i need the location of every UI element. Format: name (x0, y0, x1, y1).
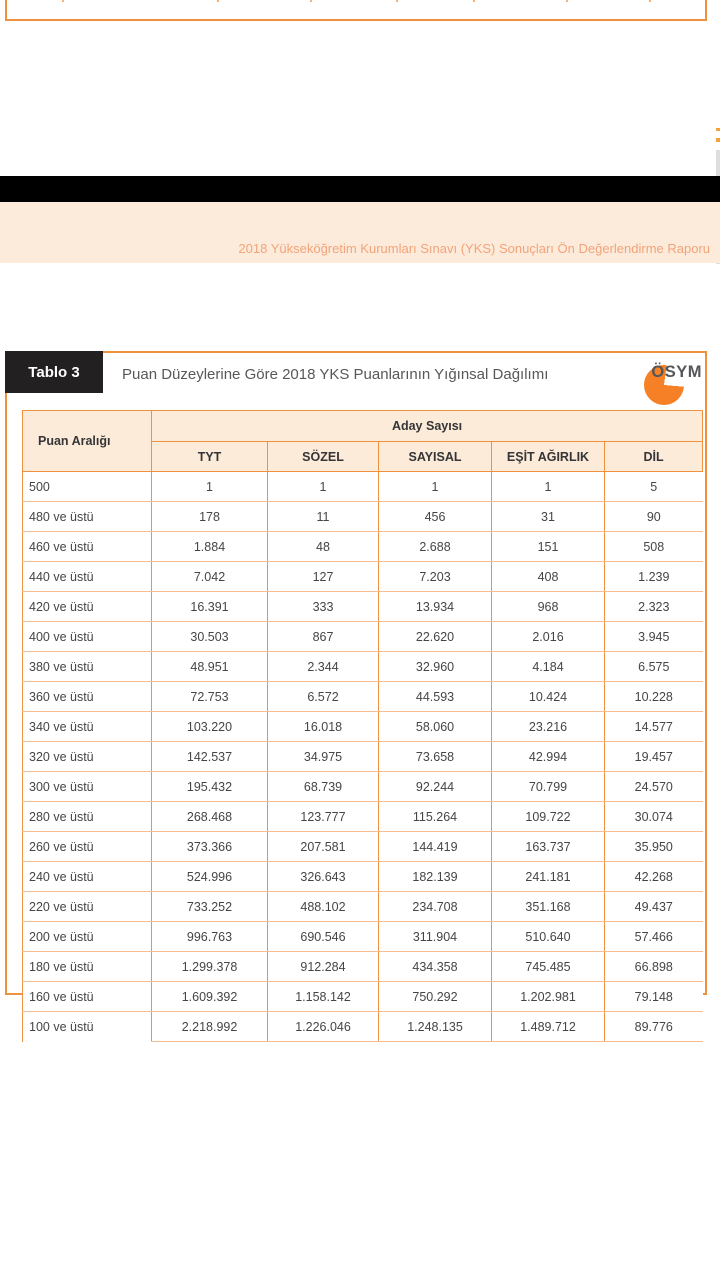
cell-value: 867 (268, 622, 379, 652)
cell-value: 690.546 (268, 922, 379, 952)
cell-value: 30.503 (152, 622, 268, 652)
cell-value: 2.016 (492, 622, 605, 652)
cell-value: 6.575 (605, 652, 703, 682)
cell-value: 750.292 (379, 982, 492, 1012)
cell-value: 92.244 (379, 772, 492, 802)
cell-value: 234.708 (379, 892, 492, 922)
cell-value: 1.158.142 (268, 982, 379, 1012)
cell-value: 115.264 (379, 802, 492, 832)
row-label: 360 ve üstü (23, 682, 152, 712)
cell-value: 1.299.378 (152, 952, 268, 982)
cell-value: 1 (152, 472, 268, 502)
cell-value: 70.799 (492, 772, 605, 802)
cell-value: 268.468 (152, 802, 268, 832)
column-header-sozel: SÖZEL (268, 442, 379, 472)
table-row (23, 772, 703, 802)
cell-value: 57.466 (605, 922, 703, 952)
row-label: 480 ve üstü (23, 502, 152, 532)
cell-value: 1 (268, 472, 379, 502)
cell-value: 2.218.992 (152, 1012, 268, 1042)
table-row (23, 622, 703, 652)
cell-value: 326.643 (268, 862, 379, 892)
cell-value: 408 (492, 562, 605, 592)
cell-value: 733.252 (152, 892, 268, 922)
cell-value: 351.168 (492, 892, 605, 922)
row-label: 240 ve üstü (23, 862, 152, 892)
row-label: 400 ve üstü (23, 622, 152, 652)
table-title: Puan Düzeylerine Göre 2018 YKS Puanlarının Yığınsal Dağılımı (122, 366, 549, 383)
cell-value: 48 (268, 532, 379, 562)
cell-value: 14.577 (605, 712, 703, 742)
cell-value: 103.220 (152, 712, 268, 742)
column-divider-tick (396, 0, 398, 2)
cell-value: 19.457 (605, 742, 703, 772)
cell-value: 10.228 (605, 682, 703, 712)
column-divider-tick (217, 0, 219, 2)
table-row (23, 862, 703, 892)
cell-value: 1.884 (152, 532, 268, 562)
cell-value: 142.537 (152, 742, 268, 772)
cell-value: 311.904 (379, 922, 492, 952)
cell-value: 42.268 (605, 862, 703, 892)
cell-value: 524.996 (152, 862, 268, 892)
table-body (23, 472, 703, 1042)
report-title: 2018 Yükseköğretim Kurumları Sınavı (YKS) Sonuçları Ön Değerlendirme Raporu (238, 241, 710, 256)
column-divider-tick (310, 0, 312, 2)
previous-table-remnant (5, 0, 707, 21)
menu-icon[interactable] (716, 128, 720, 131)
report-header-band (0, 202, 720, 263)
cell-value: 745.485 (492, 952, 605, 982)
column-header-tyt: TYT (152, 442, 268, 472)
column-divider-tick (473, 0, 475, 2)
table-row (23, 562, 703, 592)
table-label-box: Tablo 3 (5, 351, 103, 393)
distribution-table (22, 410, 703, 1042)
cell-value: 58.060 (379, 712, 492, 742)
cell-value: 24.570 (605, 772, 703, 802)
row-label: 160 ve üstü (23, 982, 152, 1012)
cell-value: 16.391 (152, 592, 268, 622)
cell-value: 16.018 (268, 712, 379, 742)
cell-value: 6.572 (268, 682, 379, 712)
table-row (23, 712, 703, 742)
table-row (23, 742, 703, 772)
cell-value: 2.688 (379, 532, 492, 562)
cell-value: 73.658 (379, 742, 492, 772)
table-row (23, 922, 703, 952)
table-row (23, 502, 703, 532)
cell-value: 996.763 (152, 922, 268, 952)
table-row (23, 532, 703, 562)
group-header-row (23, 411, 703, 442)
table-row (23, 982, 703, 1012)
cell-value: 1.239 (605, 562, 703, 592)
column-header-dil: DİL (605, 442, 703, 472)
cell-value: 195.432 (152, 772, 268, 802)
cell-value: 241.181 (492, 862, 605, 892)
cell-value: 182.139 (379, 862, 492, 892)
cell-value: 5 (605, 472, 703, 502)
cell-value: 7.203 (379, 562, 492, 592)
table-row (23, 652, 703, 682)
cell-value: 2.323 (605, 592, 703, 622)
row-label: 300 ve üstü (23, 772, 152, 802)
table-row (23, 892, 703, 922)
cell-value: 79.148 (605, 982, 703, 1012)
cell-value: 13.934 (379, 592, 492, 622)
row-label: 220 ve üstü (23, 892, 152, 922)
cell-value: 968 (492, 592, 605, 622)
row-label: 340 ve üstü (23, 712, 152, 742)
column-header-sayisal: SAYISAL (379, 442, 492, 472)
cell-value: 66.898 (605, 952, 703, 982)
row-label: 200 ve üstü (23, 922, 152, 952)
cell-value: 912.284 (268, 952, 379, 982)
cell-value: 89.776 (605, 1012, 703, 1042)
row-label: 280 ve üstü (23, 802, 152, 832)
cell-value: 42.994 (492, 742, 605, 772)
cell-value: 508 (605, 532, 703, 562)
table3-container (5, 351, 707, 1034)
cell-value: 2.344 (268, 652, 379, 682)
cell-value: 90 (605, 502, 703, 532)
row-label: 180 ve üstü (23, 952, 152, 982)
cell-value: 44.593 (379, 682, 492, 712)
menu-icon[interactable] (716, 138, 720, 142)
cell-value: 163.737 (492, 832, 605, 862)
group-header-cell: Aday Sayısı (152, 411, 703, 442)
table-row (23, 832, 703, 862)
section-divider-bar (0, 176, 720, 202)
cell-value: 1 (379, 472, 492, 502)
cell-value: 72.753 (152, 682, 268, 712)
column-divider-tick (62, 0, 64, 2)
cell-value: 10.424 (492, 682, 605, 712)
cell-value: 4.184 (492, 652, 605, 682)
table-row (23, 802, 703, 832)
cell-value: 34.975 (268, 742, 379, 772)
cell-value: 510.640 (492, 922, 605, 952)
row-label: 260 ve üstü (23, 832, 152, 862)
cell-value: 1.248.135 (379, 1012, 492, 1042)
cell-value: 456 (379, 502, 492, 532)
cell-value: 1.609.392 (152, 982, 268, 1012)
cell-value: 68.739 (268, 772, 379, 802)
cell-value: 49.437 (605, 892, 703, 922)
table-row (23, 682, 703, 712)
cell-value: 434.358 (379, 952, 492, 982)
cell-value: 1.202.981 (492, 982, 605, 1012)
row-label: 420 ve üstü (23, 592, 152, 622)
row-label: 500 (23, 472, 152, 502)
table-row (23, 952, 703, 982)
osym-logo-text: ÖSYM (651, 363, 702, 381)
cell-value: 123.777 (268, 802, 379, 832)
column-divider-tick (566, 0, 568, 2)
column-divider-tick (649, 0, 651, 2)
cell-value: 30.074 (605, 802, 703, 832)
table-row (23, 472, 703, 502)
cell-value: 207.581 (268, 832, 379, 862)
cell-value: 373.366 (152, 832, 268, 862)
table-row (23, 1012, 703, 1042)
cell-value: 1.489.712 (492, 1012, 605, 1042)
cell-value: 32.960 (379, 652, 492, 682)
row-header-cell: Puan Aralığı (23, 411, 152, 472)
cell-value: 144.419 (379, 832, 492, 862)
cell-value: 151 (492, 532, 605, 562)
row-label: 100 ve üstü (23, 1012, 152, 1042)
cell-value: 31 (492, 502, 605, 532)
cell-value: 35.950 (605, 832, 703, 862)
cell-value: 23.216 (492, 712, 605, 742)
cell-value: 109.722 (492, 802, 605, 832)
cell-value: 3.945 (605, 622, 703, 652)
cell-value: 333 (268, 592, 379, 622)
cell-value: 178 (152, 502, 268, 532)
cell-value: 11 (268, 502, 379, 532)
row-label: 320 ve üstü (23, 742, 152, 772)
row-label: 460 ve üstü (23, 532, 152, 562)
cell-value: 127 (268, 562, 379, 592)
cell-value: 1.226.046 (268, 1012, 379, 1042)
cell-value: 48.951 (152, 652, 268, 682)
table-row (23, 592, 703, 622)
cell-value: 22.620 (379, 622, 492, 652)
cell-value: 7.042 (152, 562, 268, 592)
row-label: 380 ve üstü (23, 652, 152, 682)
cell-value: 1 (492, 472, 605, 502)
column-header-esit-agirlik: EŞİT AĞIRLIK (492, 442, 605, 472)
row-label: 440 ve üstü (23, 562, 152, 592)
cell-value: 488.102 (268, 892, 379, 922)
